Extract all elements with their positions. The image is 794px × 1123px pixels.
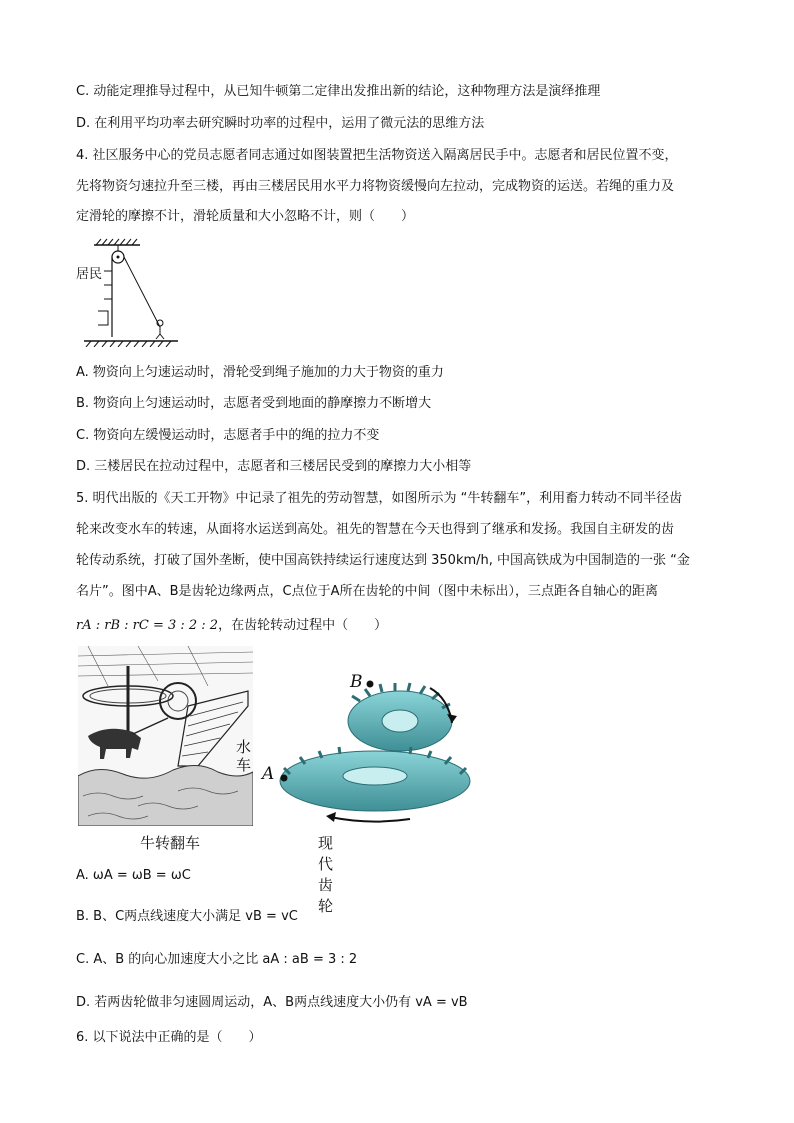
rotation-arrow-bottom — [330, 817, 410, 822]
q5-option-a-text: A. ωA = ωB = ωC — [76, 868, 191, 883]
modern-gears — [270, 646, 500, 831]
caption-ox-waterwheel: 牛转翻车 — [140, 834, 201, 852]
q5-stem-tail: ，在齿轮转动过程中（ ） — [218, 618, 388, 633]
resident-label: 居民 — [76, 267, 103, 282]
point-a — [281, 775, 288, 782]
q4-pulley-figure — [74, 237, 184, 351]
q4-option-d: D. 三楼居民在拉动过程中，志愿者和三楼居民受到的摩擦力大小相等 — [76, 459, 472, 474]
large-gear-icon — [280, 747, 470, 811]
pulley-diagram — [74, 237, 184, 347]
q3-option-c: C. 动能定理推导过程中，从已知牛顿第二定律出发推出新的结论，这种物理方法是演绎推理 — [76, 84, 601, 99]
q5-stem-line1: 5. 明代出版的《天工开物》中记录了祖先的劳动智慧，如图所示为 “牛转翻车”，利用畜力转动不同半径齿 — [76, 491, 683, 506]
q6-stem: 6. 以下说法中正确的是（ ） — [76, 1030, 262, 1045]
q5-stem-line4: 名片”。图中A、B是齿轮边缘两点，C点位于A所在齿轮的中间（图中未标出），三点距各自轴心的距离 — [76, 584, 659, 599]
q4-option-a: A. 物资向上匀速运动时，滑轮受到绳子施加的力大于物资的重力 — [76, 365, 444, 380]
q5-option-d: D. 若两齿轮做非匀速圆周运动，A、B两点线速度大小仍有 vA = vB — [76, 995, 468, 1010]
q4-option-b: B. 物资向上匀速运动时，志愿者受到地面的静摩擦力不断增大 — [76, 396, 432, 411]
q5-stem-line5 — [76, 616, 387, 636]
point-b — [367, 681, 374, 688]
label-b: B — [350, 672, 363, 692]
radius-ratio: rA : rB : rC = 3 : 2 : 2 — [76, 618, 219, 633]
q5-stem-line3: 轮传动系统，打破了国外垄断，使中国高铁持续运行速度达到 350km/h, 中国高铁成为中国制造的一张 “金 — [76, 553, 690, 568]
q5-option-c: C. A、B 的向心加速度大小之比 aA : aB = 3 : 2 — [76, 952, 358, 967]
q4-stem-line1: 4. 社区服务中心的党员志愿者同志通过如图装置把生活物资送入隔离居民手中。志愿者和居民位置不变， — [76, 148, 678, 163]
ox-waterwheel-woodcut — [78, 646, 253, 826]
q5-stem-line2: 轮来改变水车的转速，从面将水运送到高处。祖先的智慧在今天也得到了继承和发扬。我国自主研发的齿 — [76, 522, 675, 537]
caption-modern-gears: 现代齿轮 — [318, 834, 334, 915]
q4-stem-line3: 定滑轮的摩擦不计，滑轮质量和大小忽略不计，则（ ） — [76, 209, 415, 224]
q5-option-a — [76, 866, 191, 886]
q5-option-b: B. B、C两点线速度大小满足 vB = vC — [76, 909, 298, 924]
q4-stem-line2: 先将物资匀速拉升至三楼，再由三楼居民用水平力将物资缓慢向左拉动，完成物资的运送。若绳的重力及 — [76, 179, 675, 194]
q3-option-d: D. 在利用平均功率去研究瞬时功率的过程中，运用了微元法的思维方法 — [76, 116, 485, 131]
q4-option-c: C. 物资向左缓慢运动时，志愿者手中的绳的拉力不变 — [76, 428, 380, 443]
label-a: A — [262, 764, 275, 784]
waterwheel-label: 水车 — [236, 738, 252, 774]
